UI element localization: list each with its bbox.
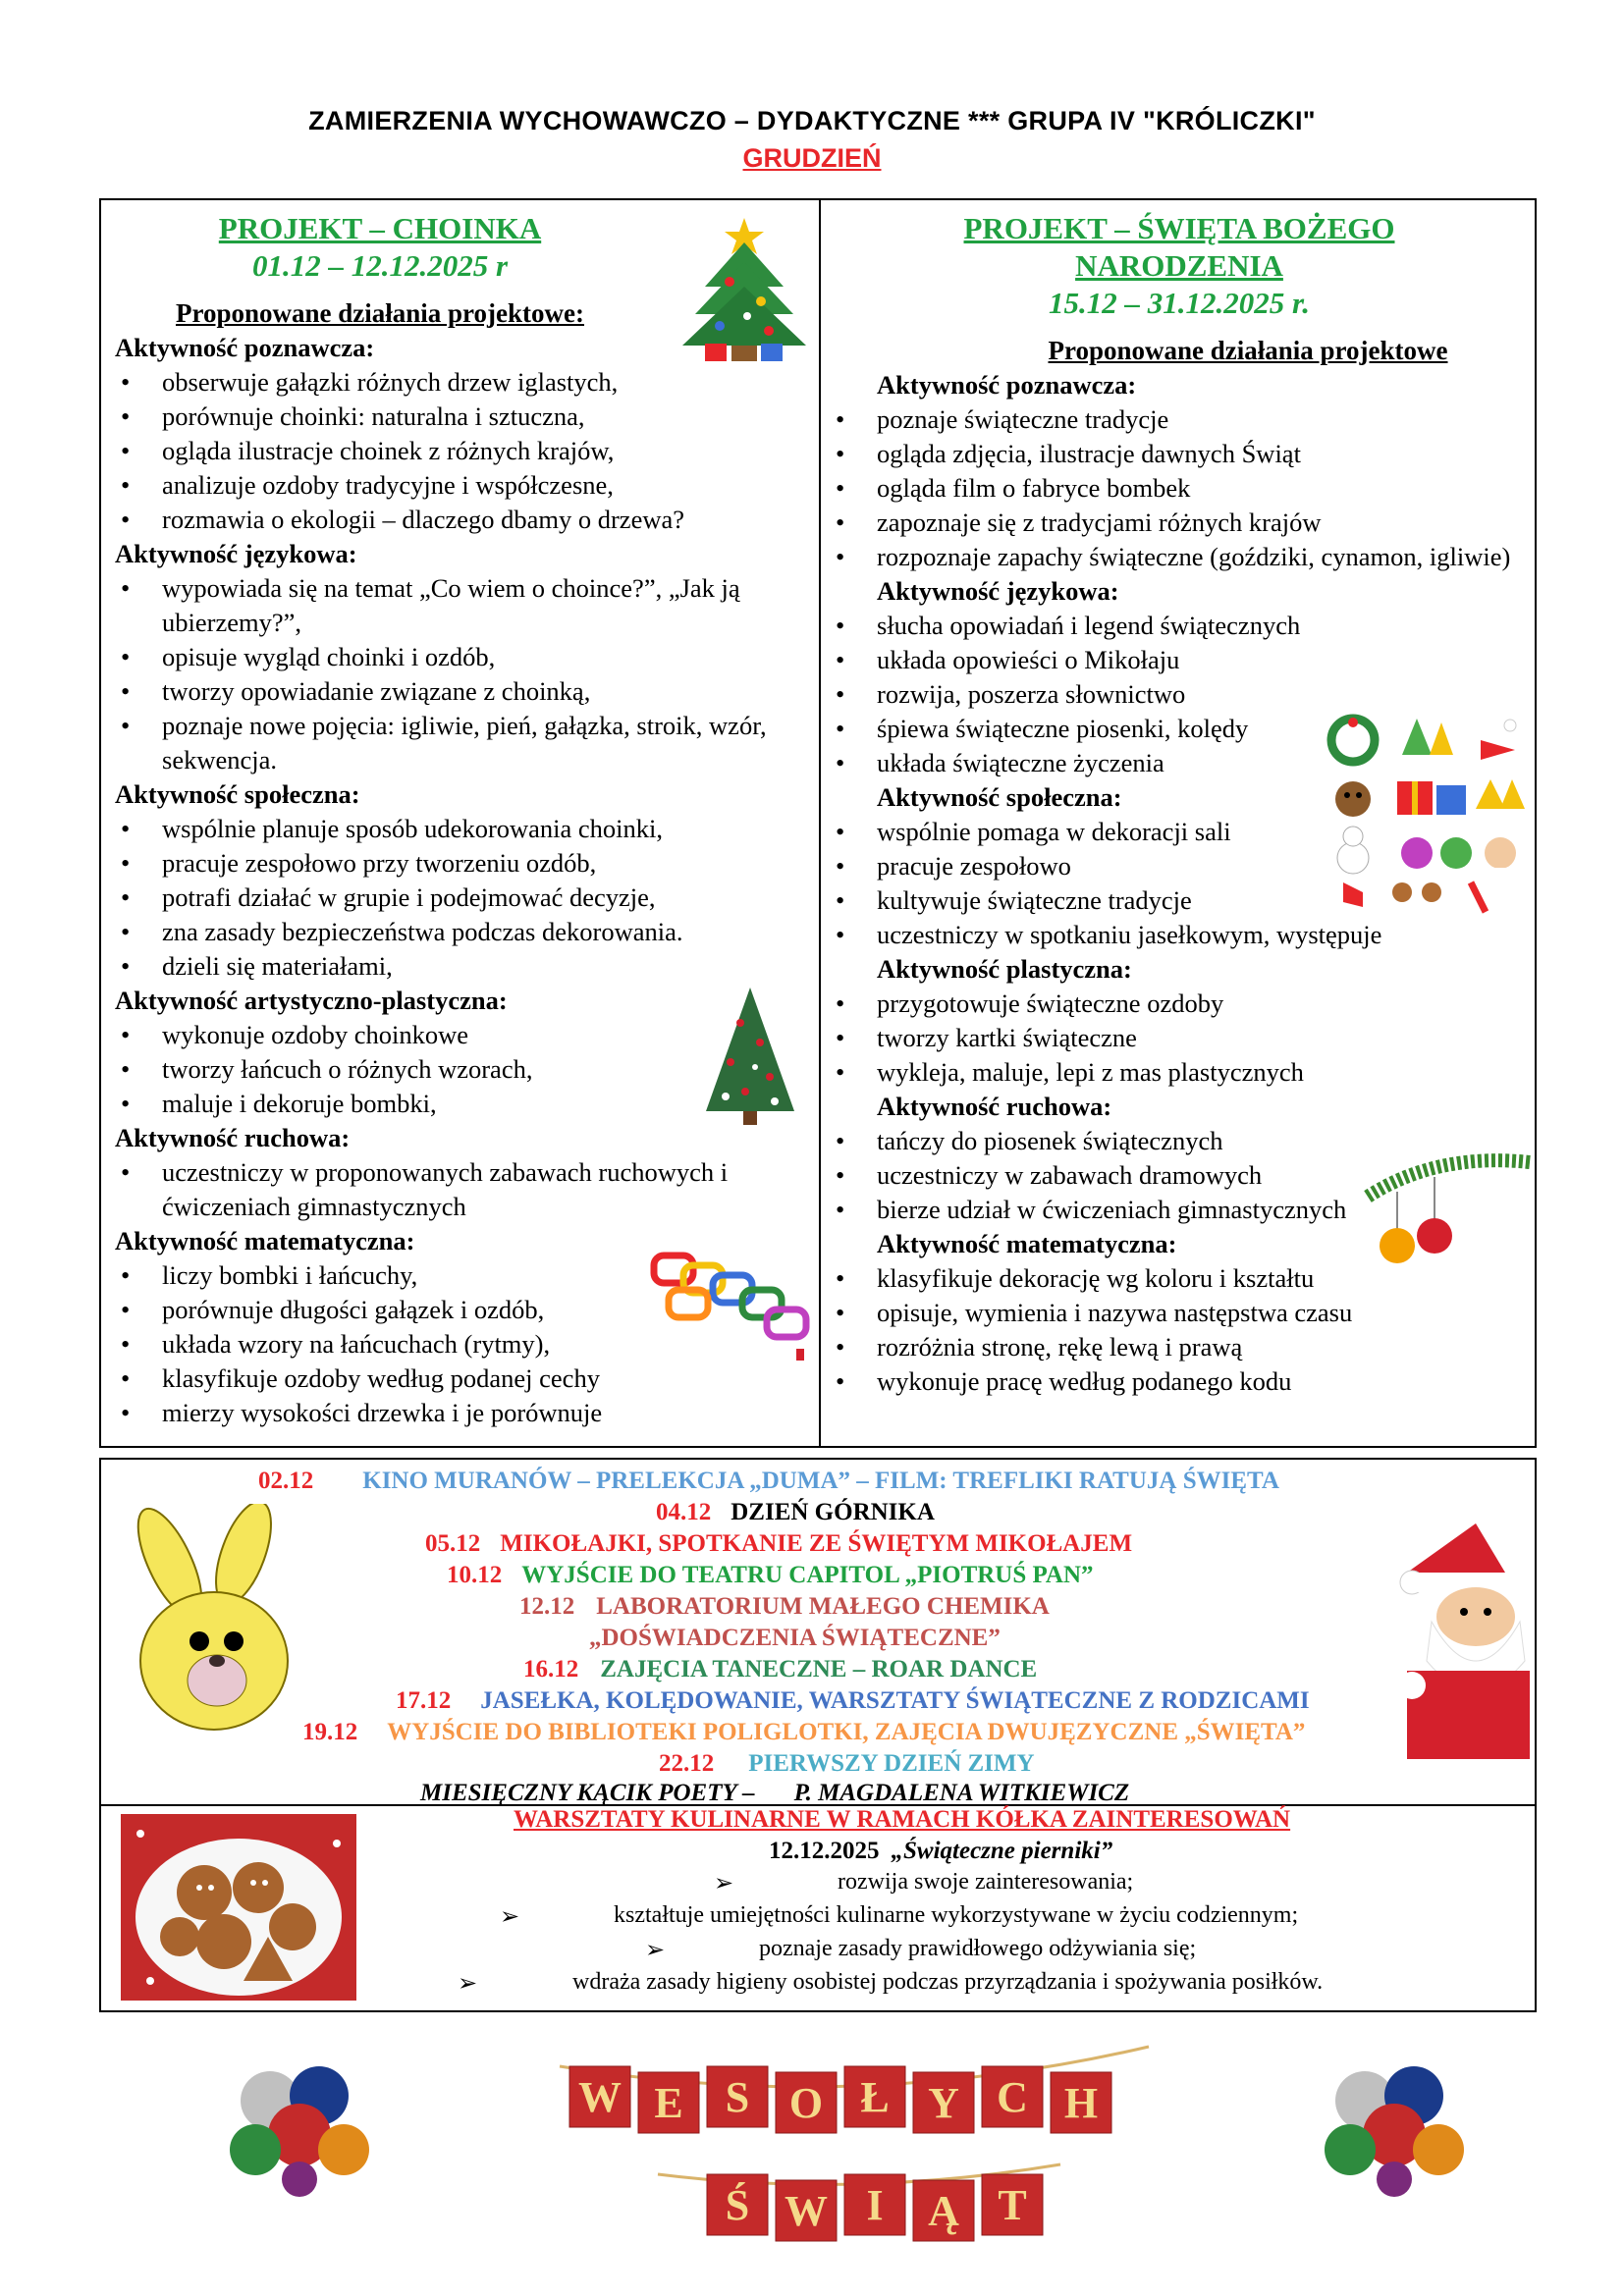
right-project-title-line1: PROJEKT – ŚWIĘTA BOŻEGO: [963, 211, 1395, 245]
event-date: 02.12: [258, 1468, 314, 1494]
section-heading: Aktywność matematyczna:: [115, 1226, 415, 1255]
section-heading: Aktywność plastyczna:: [877, 954, 1132, 984]
list-item: • liczy bombki i łańcuchy,: [115, 1258, 814, 1293]
event-date: 05.12: [425, 1530, 481, 1557]
section-list: [115, 571, 814, 777]
list-item: • pracuje zespołowo przy tworzeniu ozdób,: [115, 846, 814, 881]
list-item: • klasyfikuje dekorację wg koloru i kształtu: [830, 1261, 1529, 1296]
event-date: 04.12: [656, 1499, 712, 1525]
list-item: • wspólnie pomaga w dekoracji sali: [830, 815, 1529, 849]
baubles-left-icon: [221, 2052, 378, 2199]
section-heading: Aktywność poznawcza:: [115, 333, 375, 362]
event-text: WYJŚCIE DO TEATRU CAPITOL „PIOTRUŚ PAN”: [521, 1562, 1094, 1588]
event-text: LABORATORIUM MAŁEGO CHEMIKA: [596, 1593, 1050, 1620]
list-item: • uczestniczy w proponowanych zabawach ruchowych i ćwiczeniach gimnastycznych: [115, 1155, 814, 1224]
banner-letter: W: [578, 2073, 622, 2121]
section-list: [115, 812, 814, 984]
banner-letter: Ą: [928, 2187, 959, 2235]
left-project-title: PROJEKT – CHOINKA: [218, 211, 542, 245]
list-item: • obserwuje gałązki różnych drzew iglastych,: [115, 365, 814, 400]
list-item: • porównuje długości gałązek i ozdób,: [115, 1293, 814, 1327]
baubles-right-icon: [1316, 2052, 1473, 2199]
workshop-date-line: [769, 1838, 1112, 1865]
section-list: [830, 1261, 1529, 1399]
event-text: MIKOŁAJKI, SPOTKANIE ZE ŚWIĘTYM MIKOŁAJEM: [500, 1530, 1133, 1557]
list-item: • klasyfikuje ozdoby według podanej cechy: [115, 1362, 814, 1396]
workshop-item: poznaje zasady prawidłowego odżywiania się;: [759, 1936, 1197, 1961]
list-item: • poznaje nowe pojęcia: igliwie, pień, gałązka, stroik, wzór, sekwencja.: [115, 709, 814, 777]
list-item: • potrafi działać w grupie i podejmować decyzje,: [115, 881, 814, 915]
list-item: • opisuje, wymienia i nazywa następstwa czasu: [830, 1296, 1529, 1330]
banner-letter: C: [997, 2073, 1028, 2121]
section-list: [115, 1155, 814, 1224]
event-date: 17.12: [396, 1687, 452, 1714]
list-item: • poznaje świąteczne tradycje: [830, 402, 1529, 437]
page-title: ZAMIERZENIA WYCHOWAWCZO – DYDAKTYCZNE *** GRUPA IV "KRÓLICZKI": [308, 106, 1316, 135]
month-title: GRUDZIEŃ: [742, 143, 882, 173]
section-heading: Aktywność językowa:: [115, 539, 357, 568]
decorated-tree-icon: [686, 984, 814, 1131]
event-text: KINO MURANÓW – PRELEKCJA „DUMA” – FILM: TREFLIKI RATUJĄ ŚWIĘTA: [362, 1468, 1279, 1494]
banner-letter: Y: [928, 2079, 959, 2127]
section-list: [830, 987, 1529, 1090]
list-item: • słucha opowiadań i legend świątecznych: [830, 609, 1529, 643]
arrow-bullet-icon: ➢: [645, 1938, 666, 1963]
left-project-subtitle: Proponowane działania projektowe:: [175, 298, 584, 328]
banner-letter: I: [866, 2181, 884, 2229]
list-item: • wykonuje ozdoby choinkowe: [115, 1018, 814, 1052]
banner-letter: E: [654, 2079, 683, 2127]
section-heading: Aktywność artystyczno-plastyczna:: [115, 986, 508, 1015]
event-text: ZAJĘCIA TANECZNE – ROAR DANCE: [600, 1656, 1038, 1682]
section-heading: Aktywność ruchowa:: [877, 1092, 1112, 1121]
list-item: • tworzy kartki świąteczne: [830, 1021, 1529, 1055]
event-row: [656, 1499, 935, 1526]
list-item: • uczestniczy w zabawach dramowych: [830, 1158, 1529, 1193]
paper-chain-icon: [649, 1246, 816, 1363]
projects-table: [99, 198, 1537, 1448]
poetry-corner: [420, 1780, 1129, 1807]
list-item: • układa wzory na łańcuchach (rytmy),: [115, 1327, 814, 1362]
banner-letter: W: [785, 2187, 828, 2235]
list-item: • ogląda zdjęcia, ilustracje dawnych Świąt: [830, 437, 1529, 471]
section-heading: Aktywność językowa:: [877, 576, 1119, 606]
workshop-date: 12.12.2025: [769, 1838, 880, 1864]
banner-letter: Ł: [860, 2073, 890, 2121]
list-item: • rozwija, poszerza słownictwo: [830, 677, 1529, 712]
rabbit-icon: [131, 1504, 298, 1739]
list-item: • wykleja, maluje, lepi z mas plastycznych: [830, 1055, 1529, 1090]
event-row: [447, 1562, 1094, 1589]
christmas-ornaments-icon: [1324, 711, 1530, 917]
list-item: • tworzy opowiadanie związane z choinką,: [115, 674, 814, 709]
event-date: 19.12: [302, 1719, 358, 1745]
workshop-topic: „Świąteczne pierniki”: [891, 1838, 1113, 1864]
events-box: [99, 1458, 1537, 1806]
workshop-item: wdraża zasady higieny osobistej podczas przyrządzania i spożywania posiłków.: [572, 1969, 1324, 1995]
list-item: • mierzy wysokości drzewka i je porównuje: [115, 1396, 814, 1430]
list-item: • kultywuje świąteczne tradycje: [830, 883, 1529, 918]
poetry-label: MIESIĘCZNY KĄCIK POETY –: [420, 1780, 755, 1806]
event-row: [519, 1593, 1050, 1621]
section-heading: Aktywność poznawcza:: [877, 370, 1137, 400]
arrow-bullet-icon: ➢: [458, 1971, 478, 1997]
workshop-item: rozwija swoje zainteresowania;: [838, 1869, 1134, 1895]
event-row: [258, 1468, 1279, 1495]
event-date: 12.12: [519, 1593, 575, 1620]
banner-letter: O: [788, 2079, 824, 2127]
event-row: [425, 1530, 1132, 1558]
list-item: • wypowiada się na temat „Co wiem o choince?”, „Jak ją ubierzemy?”,: [115, 571, 814, 640]
section-list: [115, 365, 814, 537]
list-item: • opisuje wygląd choinki i ozdób,: [115, 640, 814, 674]
list-item: • układa opowieści o Mikołaju: [830, 643, 1529, 677]
arrow-bullet-icon: ➢: [714, 1871, 734, 1896]
christmas-tree-icon: [671, 208, 818, 365]
list-item: • przygotowuje świąteczne ozdoby: [830, 987, 1529, 1021]
event-row: [523, 1656, 1037, 1683]
holiday-banner: [550, 2027, 1159, 2263]
event-date: 10.12: [447, 1562, 503, 1588]
event-row: [302, 1719, 1305, 1746]
list-item: • ogląda ilustracje choinek z różnych krajów,: [115, 434, 814, 468]
event-date: 16.12: [523, 1656, 579, 1682]
event-row: [659, 1750, 1035, 1778]
list-item: • wykonuje pracę według podanego kodu: [830, 1364, 1529, 1399]
list-item: • zna zasady bezpieczeństwa podczas dekorowania.: [115, 915, 814, 949]
list-item: • bierze udział w ćwiczeniach gimnastycznych: [830, 1193, 1529, 1227]
list-item: • ogląda film o fabryce bombek: [830, 471, 1529, 506]
workshop-title: WARSZTATY KULINARNE W RAMACH KÓŁKA ZAINTERESOWAŃ: [514, 1806, 1291, 1833]
santa-icon: [1387, 1514, 1530, 1759]
list-item: • śpiewa świąteczne piosenki, kolędy: [830, 712, 1529, 746]
list-item: • rozpoznaje zapachy świąteczne (goździki, cynamon, igliwie): [830, 540, 1529, 574]
banner-word-1: [569, 2066, 1111, 2133]
list-item: • tańczy do piosenek świątecznych: [830, 1124, 1529, 1158]
banner-letter: H: [1063, 2079, 1099, 2127]
event-text: PIERWSZY DZIEŃ ZIMY: [748, 1750, 1035, 1777]
poetry-name: P. MAGDALENA WITKIEWICZ: [793, 1780, 1130, 1806]
right-project-dates: 15.12 – 31.12.2025 r.: [1048, 286, 1311, 320]
list-item: • pracuje zespołowo: [830, 849, 1529, 883]
arrow-bullet-icon: ➢: [500, 1904, 520, 1930]
list-item: • rozróżnia stronę, rękę lewą i prawą: [830, 1330, 1529, 1364]
banner-word-2: [707, 2174, 1043, 2241]
workshop-item: kształtuje umiejętności kulinarne wykorzystywane w życiu codziennym;: [614, 1902, 1299, 1928]
list-item: • rozmawia o ekologii – dlaczego dbamy o drzewa?: [115, 503, 814, 537]
section-heading: Aktywność społeczna:: [877, 782, 1122, 812]
list-item: • układa świąteczne życzenia: [830, 746, 1529, 780]
event-text: DZIEŃ GÓRNIKA: [731, 1499, 935, 1525]
banner-letter: T: [998, 2181, 1027, 2229]
column-divider: [819, 200, 821, 1446]
list-item: • porównuje choinki: naturalna i sztuczna,: [115, 400, 814, 434]
list-item: • zapoznaje się z tradycjami różnych krajów: [830, 506, 1529, 540]
list-item: • wspólnie planuje sposób udekorowania choinki,: [115, 812, 814, 846]
list-item: • tworzy łańcuch o różnych wzorach,: [115, 1052, 814, 1087]
list-item: • maluje i dekoruje bombki,: [115, 1087, 814, 1121]
event-date: 22.12: [659, 1750, 715, 1777]
right-project-title-line2: NARODZENIA: [1075, 248, 1283, 283]
event-text: WYJŚCIE DO BIBLIOTEKI POLIGLOTKI, ZAJĘCIA DWUJĘZYCZNE „ŚWIĘTA”: [387, 1719, 1306, 1745]
pine-bauble-icon: [1358, 1143, 1535, 1280]
list-item: • analizuje ozdoby tradycyjne i współczesne,: [115, 468, 814, 503]
banner-letter: S: [725, 2073, 750, 2121]
section-list: [830, 402, 1529, 574]
workshop-box: [99, 1806, 1537, 2012]
right-project-subtitle: Proponowane działania projektowe: [1048, 336, 1448, 365]
event-text-continued: „DOŚWIADCZENIA ŚWIĄTECZNE”: [589, 1625, 1001, 1651]
event-row: [396, 1687, 1310, 1715]
list-item: • uczestniczy w spotkaniu jasełkowym, występuje: [830, 918, 1529, 952]
section-heading: Aktywność ruchowa:: [115, 1123, 351, 1152]
section-heading: Aktywność matematyczna:: [877, 1229, 1177, 1258]
section-heading: Aktywność społeczna:: [115, 779, 360, 809]
left-project-dates: 01.12 – 12.12.2025 r: [251, 248, 509, 283]
event-text: JASEŁKA, KOLĘDOWANIE, WARSZTATY ŚWIĄTECZNE Z RODZICAMI: [480, 1687, 1310, 1714]
banner-letter: Ś: [725, 2181, 750, 2229]
list-item: • dzieli się materiałami,: [115, 949, 814, 984]
gingerbread-icon: [121, 1814, 356, 2001]
